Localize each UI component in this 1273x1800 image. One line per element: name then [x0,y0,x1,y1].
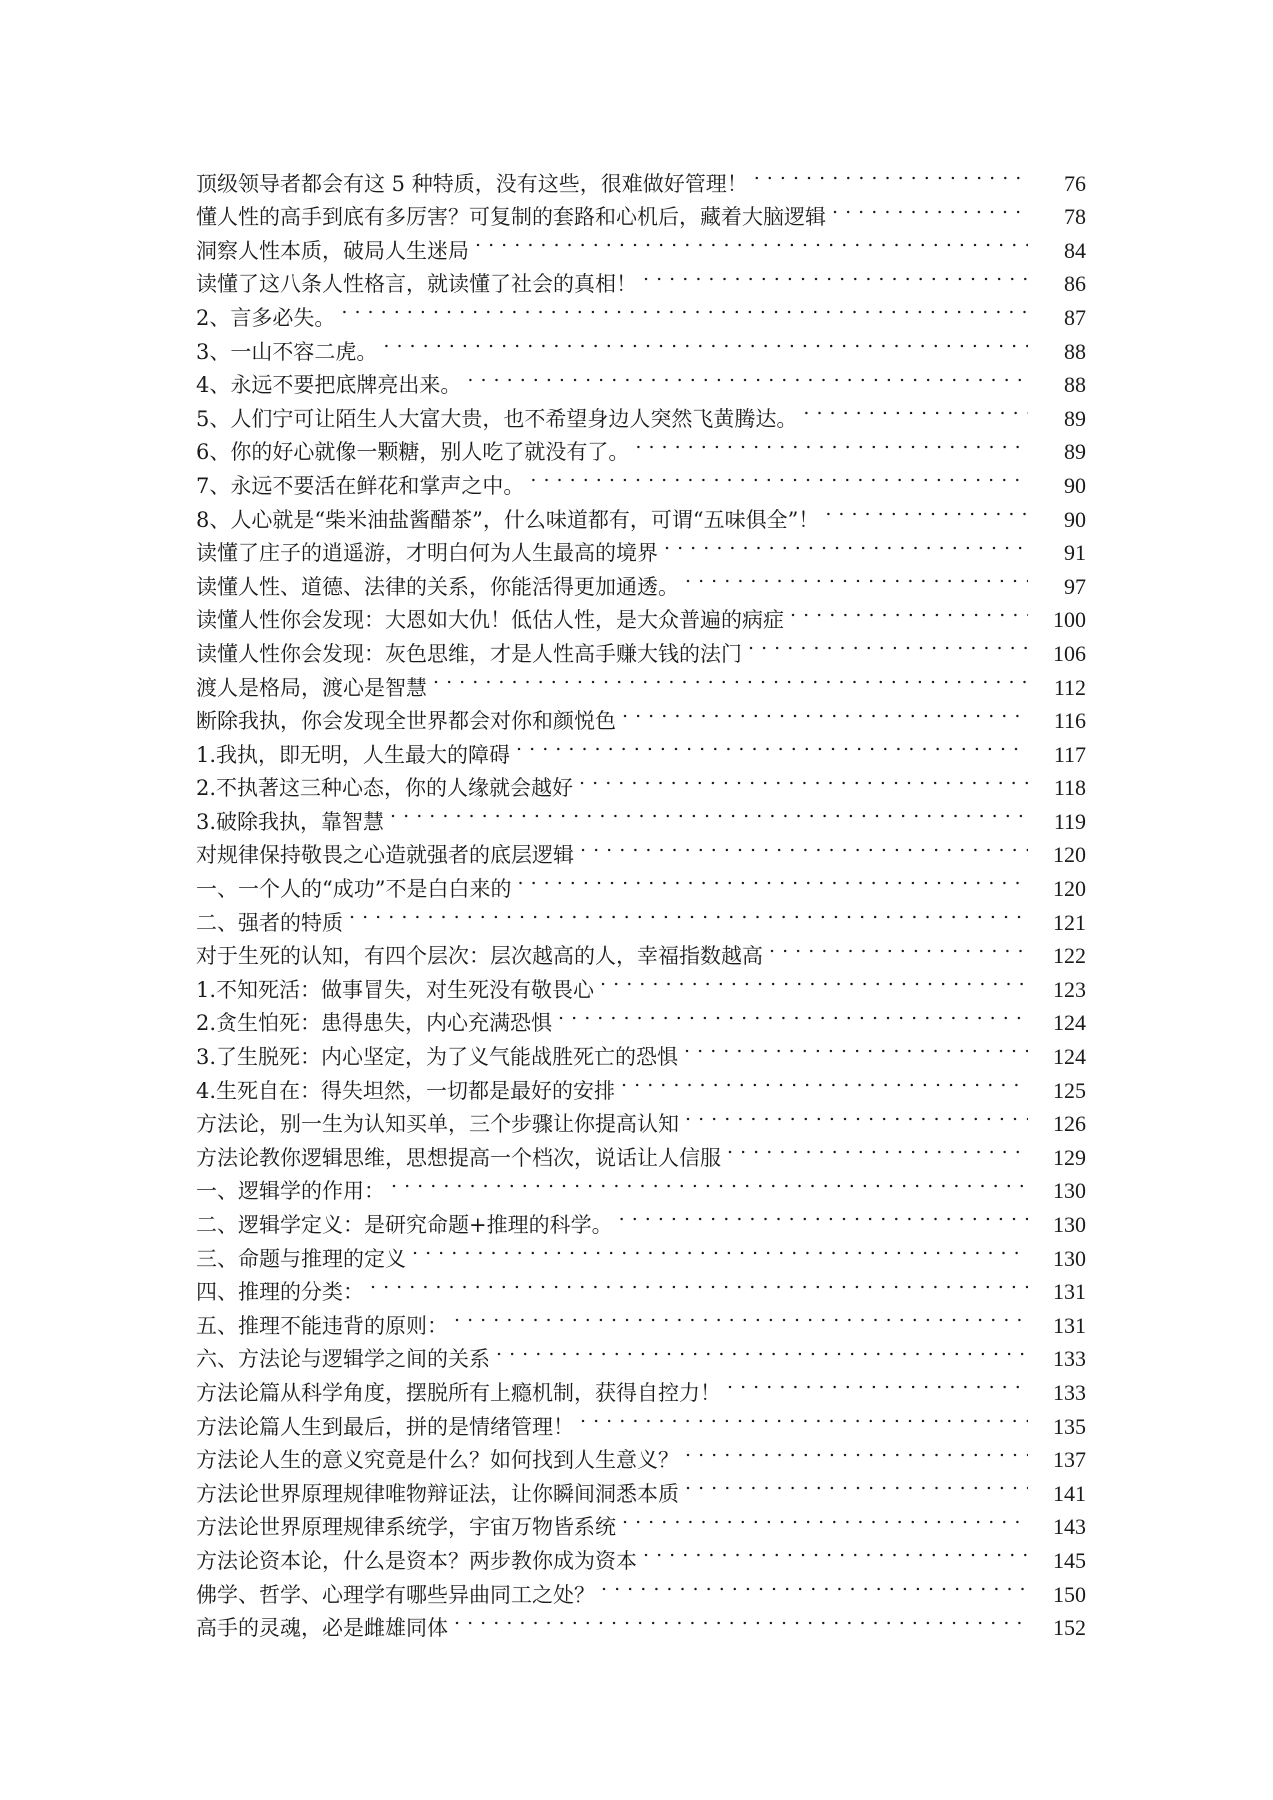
toc-entry-page-number: 130 [1053,1245,1086,1271]
dot-leader [643,258,1028,292]
toc-entry-title: 方法论世界原理规律唯物辩证法，让你瞬间洞悉本质 [196,1481,679,1506]
dot-leader [467,359,1028,393]
toc-entry-page-number: 120 [1053,876,1086,902]
dot-leader [580,1400,1028,1434]
toc-entry-page-number: 145 [1053,1547,1086,1573]
toc-entry-page-number: 141 [1053,1480,1086,1506]
toc-entry-title: 渡人是格局，渡心是智慧 [196,675,427,700]
dot-leader [349,896,1028,930]
toc-entry-page-number: 76 [1064,170,1086,196]
dot-leader [622,695,1028,729]
dot-leader [496,1333,1028,1367]
dot-leader [412,1232,1028,1266]
dot-leader [790,594,1028,628]
toc-entry-page-number: 122 [1053,943,1086,969]
toc-entry-page-number: 116 [1053,708,1086,734]
toc-entry-title: 2、言多必失。 [196,305,336,330]
toc-entry-title: 方法论篇人生到最后，拼的是情绪管理！ [196,1414,574,1439]
toc-entry-page-number: 133 [1053,1346,1086,1372]
toc-entry-page-number: 150 [1053,1581,1086,1607]
dot-leader [516,728,1028,762]
dot-leader [391,1165,1028,1199]
toc-entry-title: 六、方法论与逻辑学之间的关系 [196,1347,490,1372]
toc-entry-page-number: 131 [1053,1279,1086,1305]
dot-leader [748,627,1028,661]
dot-leader [558,997,1028,1031]
toc-entry-page-number: 84 [1064,237,1086,263]
toc-entry-title: 二、逻辑学定义：是研究命题+推理的科学。 [196,1213,613,1237]
dot-leader [370,1266,1028,1300]
dot-leader [754,157,1028,191]
toc-entry-title: 三、命题与推理的定义 [196,1246,406,1271]
toc-entry-title: 读懂了这八条人性格言，就读懂了社会的真相！ [196,272,637,297]
toc-entry-title: 方法论篇从科学角度，摆脱所有上瘾机制，获得自控力！ [196,1380,721,1405]
toc-entry-title: 4.生死自在：得失坦然，一切都是最好的安排 [196,1078,616,1103]
dot-leader [643,1534,1028,1568]
toc-entry-page-number: 130 [1053,1212,1086,1237]
toc-entry-title: 2.不执著这三种心态，你的人缘就会越好 [196,776,574,801]
toc-entry-page-number: 106 [1053,640,1086,666]
dot-leader [621,1064,1028,1098]
toc-entry-page-number: 126 [1053,1111,1086,1137]
toc-entry-title: 一、一个人的“成功”不是白白来的 [196,877,512,902]
dot-leader [383,325,1028,359]
toc-entry-page-number: 129 [1053,1144,1086,1170]
toc-entry[interactable] [196,157,1086,196]
toc-entry-title: 6、你的好心就像一颗糖，别人吃了就没有了。 [196,440,630,465]
dot-leader [803,392,1028,426]
toc-entry-page-number: 86 [1064,271,1086,297]
toc-entry-title: 一、逻辑学的作用： [196,1179,385,1204]
toc-entry-title: 洞察人性本质，破局人生迷局 [196,238,469,263]
dot-leader [727,1366,1028,1400]
toc-entry-page-number: 135 [1053,1413,1086,1439]
dot-leader [685,1434,1028,1468]
dot-leader [579,762,1028,796]
toc-entry-page-number: 124 [1053,1044,1086,1070]
toc-entry-page-number: 131 [1053,1312,1086,1338]
toc-entry-page-number: 133 [1053,1379,1086,1405]
toc-entry-title: 方法论世界原理规律系统学，宇宙万物皆系统 [196,1515,616,1540]
dot-leader [530,459,1028,493]
dot-leader [685,1467,1028,1501]
toc-entry-page-number: 123 [1053,976,1086,1002]
toc-entry-page-number: 117 [1053,741,1086,767]
toc-entry-title: 1.不知死活：做事冒失，对生死没有敬畏心 [196,977,595,1002]
dot-leader [619,1198,1028,1232]
toc-entry-page-number: 121 [1053,909,1086,935]
dot-leader [580,829,1028,863]
toc-entry-title: 3、一山不容二虎。 [196,339,378,364]
toc-entry-title: 断除我执，你会发现全世界都会对你和颜悦色 [196,709,616,734]
toc-entry-page-number: 89 [1064,439,1086,465]
toc-entry-page-number: 90 [1064,506,1086,532]
dot-leader [601,1568,1028,1602]
toc-entry-title: 读懂人性你会发现：大恩如大仇！低估人性，是大众普遍的病症 [196,608,784,633]
toc-entry-page-number: 137 [1053,1447,1086,1473]
toc-entry-title: 7、永远不要活在鲜花和掌声之中。 [196,473,525,498]
toc-entry-title: 二、强者的特质 [196,910,343,935]
dot-leader [390,795,1028,829]
toc-entry-page-number: 130 [1053,1178,1086,1204]
dot-leader [684,1030,1028,1064]
toc-entry-page-number: 143 [1053,1514,1086,1540]
dot-leader [664,527,1028,561]
dot-leader [769,930,1028,964]
toc-entry-page-number: 120 [1053,842,1086,868]
toc-entry-page-number: 97 [1064,573,1086,599]
dot-leader [341,291,1028,325]
toc-entry-title: 对规律保持敬畏之心造就强者的底层逻辑 [196,843,574,868]
toc-entry-title: 五、推理不能违背的原则： [196,1313,448,1338]
toc-entry-page-number: 124 [1053,1010,1086,1036]
toc-entry-page-number: 89 [1064,405,1086,431]
dot-leader [600,963,1028,997]
dot-leader [685,560,1028,594]
toc-entry-title: 顶级领导者都会有这 5 种特质，没有这些，很难做好管理！ [196,171,748,196]
toc-entry-title: 读懂人性你会发现：灰色思维，才是人性高手赚大钱的法门 [196,641,742,666]
toc-entry-title: 1.我执，即无明，人生最大的障碍 [196,742,511,767]
toc-entry-title: 3.破除我执，靠智慧 [196,809,385,834]
toc-entry-page-number: 90 [1064,472,1086,498]
toc-entry-title: 方法论人生的意义究竟是什么？如何找到人生意义？ [196,1448,679,1473]
toc-entry-page-number: 88 [1064,372,1086,398]
toc-entry-title: 方法论教你逻辑思维，思想提高一个档次，说话让人信服 [196,1145,721,1170]
dot-leader [454,1299,1028,1333]
toc-entry-title: 读懂人性、道德、法律的关系，你能活得更加通透。 [196,574,679,599]
toc-entry-page-number: 78 [1064,204,1086,230]
toc-entry-title: 懂人性的高手到底有多厉害？可复制的套路和心机后，藏着大脑逻辑 [196,205,826,230]
dot-leader [475,224,1028,258]
toc-entry-title: 8、人心就是“柴米油盐酱醋茶”，什么味道都有，可谓“五味俱全”！ [196,507,820,532]
toc-entry-page-number: 87 [1064,304,1086,330]
toc-entry-title: 高手的灵魂，必是雌雄同体 [196,1616,448,1641]
dot-leader [832,191,1028,225]
toc-entry-title: 读懂了庄子的逍遥游，才明白何为人生最高的境界 [196,541,658,566]
toc-entry-page-number: 152 [1053,1615,1086,1641]
toc-entry-title: 对于生死的认知，有四个层次：层次越高的人，幸福指数越高 [196,944,763,969]
dot-leader [727,1131,1028,1165]
toc-entry-title: 2.贪生怕死：患得患失，内心充满恐惧 [196,1011,553,1036]
dot-leader [622,1501,1028,1535]
toc-entry-title: 方法论资本论，什么是资本？两步教你成为资本 [196,1548,637,1573]
toc-entry-page-number: 125 [1053,1077,1086,1103]
dot-leader [635,426,1028,460]
dot-leader [433,661,1028,695]
toc-entry-title: 5、人们宁可让陌生人大富大贵，也不希望身边人突然飞黄腾达。 [196,406,798,431]
dot-leader [454,1602,1028,1636]
dot-leader [685,1098,1028,1132]
dot-leader [825,493,1028,527]
dot-leader [517,862,1028,896]
toc-entry-title: 方法论，别一生为认知买单，三个步骤让你提高认知 [196,1112,679,1137]
toc-entry-title: 4、永远不要把底牌亮出来。 [196,373,462,398]
toc-entry-title: 佛学、哲学、心理学有哪些异曲同工之处？ [196,1582,595,1607]
table-of-contents [196,157,1086,1641]
toc-entry-page-number: 91 [1064,540,1086,566]
toc-entry-page-number: 88 [1064,338,1086,364]
toc-entry-title: 四、推理的分类： [196,1280,364,1305]
toc-entry-title: 3.了生脱死：内心坚定，为了义气能战胜死亡的恐惧 [196,1045,679,1070]
toc-entry-page-number: 112 [1053,674,1086,700]
toc-entry-page-number: 119 [1053,808,1086,834]
toc-entry-page-number: 118 [1053,775,1086,801]
toc-entry-page-number: 100 [1053,607,1086,633]
